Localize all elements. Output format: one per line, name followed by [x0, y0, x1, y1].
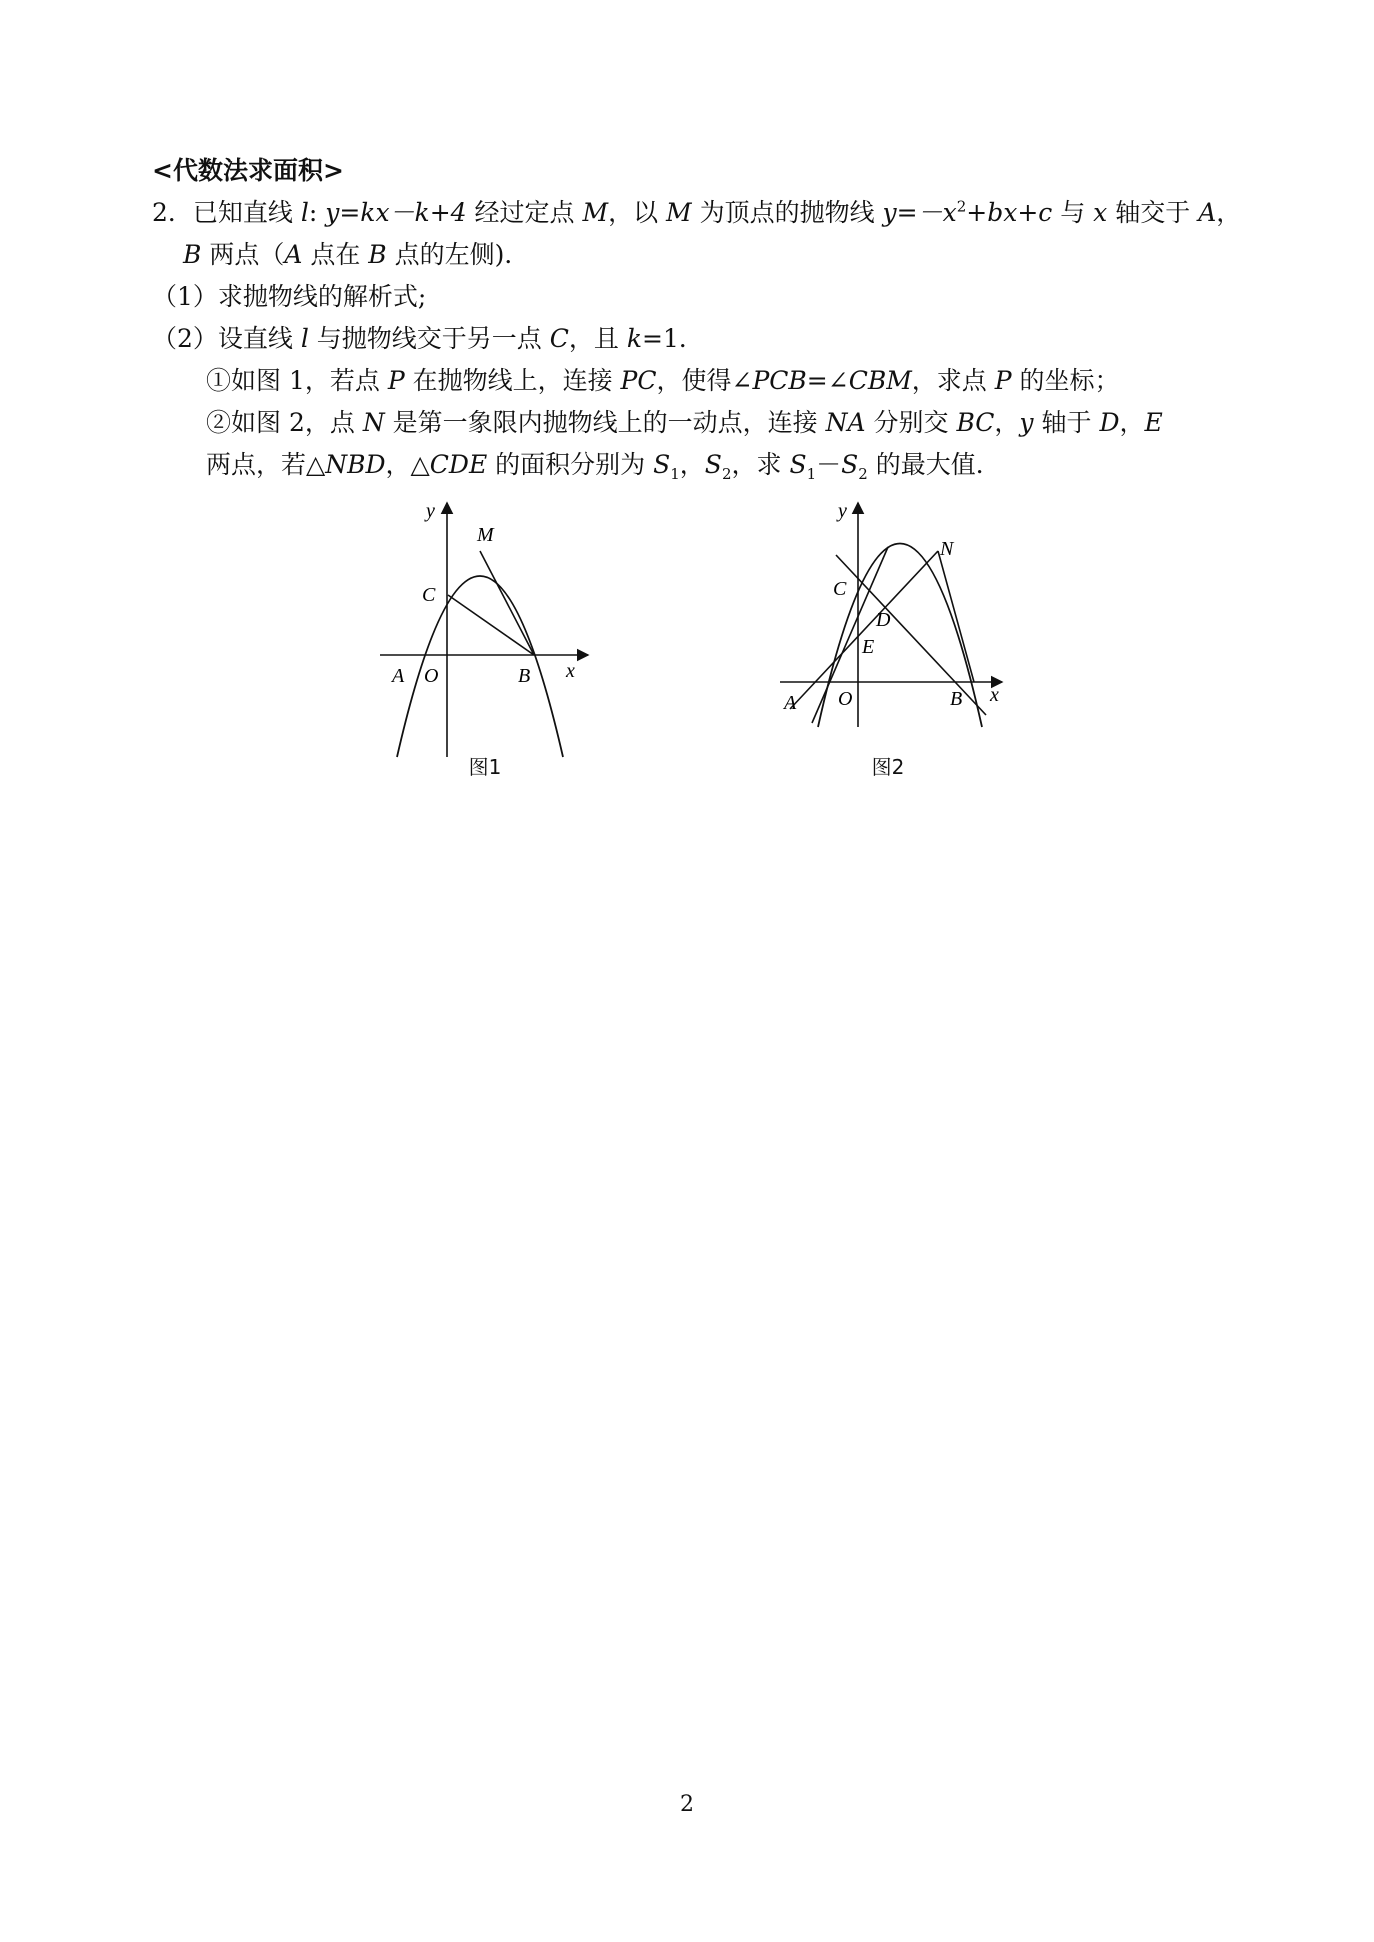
label-y: y	[426, 500, 435, 522]
subscript: 2	[721, 465, 732, 483]
label-B: B	[518, 665, 531, 687]
var-S: S	[841, 450, 859, 479]
segment-NB	[938, 551, 974, 682]
var-B: B	[368, 240, 387, 269]
text: 的坐标；	[1011, 366, 1120, 395]
var-BC: BC	[956, 408, 995, 437]
figure-1-graph	[370, 495, 600, 760]
label-A: A	[784, 692, 797, 714]
subscript: 1	[670, 465, 680, 483]
subscript: 2	[858, 465, 868, 483]
subscript: 1	[806, 465, 817, 483]
sub-question-2-line2	[206, 448, 1001, 482]
label-E: E	[862, 636, 875, 658]
problem-intro-line2	[183, 238, 529, 272]
sub-question-1	[206, 364, 1120, 398]
text: 点的左侧)．	[386, 240, 530, 269]
label-x: x	[566, 660, 575, 682]
text: （2）设直线	[152, 324, 301, 353]
text: 点在	[302, 240, 369, 269]
text: ②如图 2，点	[206, 408, 363, 437]
figure-2	[770, 495, 1010, 785]
text: 两点，若△	[206, 450, 326, 479]
text: 经过定点	[466, 198, 583, 227]
segment-MB	[480, 551, 534, 655]
text: ，	[679, 450, 705, 479]
label-N: N	[940, 538, 954, 560]
equation-parabola: y=－x	[882, 198, 957, 227]
label-C: C	[422, 584, 436, 606]
var-N: N	[362, 408, 385, 437]
text: 分别交	[865, 408, 957, 437]
figure-2-caption: 图2	[871, 755, 905, 779]
text: 与抛物线交于另一点	[308, 324, 550, 353]
text: 与	[1052, 198, 1094, 227]
text: =∠	[806, 366, 849, 395]
var-l: l	[300, 324, 309, 353]
label-A: A	[392, 665, 405, 687]
text: ，且	[568, 324, 627, 353]
text: ，以	[608, 198, 667, 227]
text: 是第一象限内抛物线上的一动点，连接	[384, 408, 826, 437]
var-S: S	[704, 450, 722, 479]
text: 在抛物线上，连接	[404, 366, 621, 395]
figure-1	[370, 495, 600, 785]
var-x: x	[1093, 198, 1108, 227]
text: 的最大值．	[867, 450, 1001, 479]
text: 已知直线	[192, 198, 301, 227]
var-S: S	[653, 450, 671, 479]
text: :	[308, 198, 326, 227]
var-D: D	[1099, 408, 1120, 437]
text: ，	[1119, 408, 1145, 437]
part-2	[152, 322, 704, 356]
text: ，使得∠	[656, 366, 753, 395]
var-y: y	[1019, 408, 1034, 437]
equation-line: y=kx－k+4	[325, 198, 467, 227]
label-B: B	[950, 688, 963, 710]
figure-2-graph	[770, 495, 1010, 730]
label-O: O	[838, 688, 853, 710]
line-NA	[790, 551, 938, 709]
text: 为顶点的抛物线	[691, 198, 883, 227]
figure-1-caption: 图1	[468, 755, 502, 779]
text: ，求点	[911, 366, 995, 395]
text: 轴交于	[1107, 198, 1199, 227]
var-A: A	[1198, 198, 1217, 227]
var-S: S	[789, 450, 807, 479]
angle-PCB: PCB	[752, 366, 807, 395]
var-M: M	[582, 198, 609, 227]
text: 轴于	[1033, 408, 1100, 437]
part-1: （1）求抛物线的解析式;	[152, 282, 427, 311]
var-PC: PC	[620, 366, 657, 395]
segment-CB	[448, 595, 534, 655]
text: =1．	[642, 324, 704, 353]
text: 两点（	[201, 240, 285, 269]
problem-number: 2．	[152, 198, 193, 227]
angle-CBM: CBM	[848, 366, 912, 395]
label-C: C	[833, 578, 847, 600]
var-B: B	[183, 240, 202, 269]
var-P: P	[994, 366, 1012, 395]
var-P: P	[387, 366, 405, 395]
var-NA: NA	[825, 408, 866, 437]
var-E: E	[1144, 408, 1163, 437]
var-C: C	[549, 324, 569, 353]
problem-intro-line1	[152, 196, 1241, 230]
var-A: A	[284, 240, 303, 269]
triangle-CDE: CDE	[429, 450, 488, 479]
text: －	[816, 450, 842, 479]
label-O: O	[424, 665, 439, 687]
section-title: <代数法求面积>	[152, 156, 344, 185]
sub-question-2-line1	[206, 406, 1163, 440]
text: 的面积分别为	[487, 450, 654, 479]
text: ①如图 1，若点	[206, 366, 388, 395]
page-number: 2	[680, 1792, 694, 1817]
triangle-NBD: NBD	[325, 450, 386, 479]
text: ，	[994, 408, 1020, 437]
text: ，△	[385, 450, 430, 479]
label-x: x	[990, 684, 999, 706]
label-y: y	[838, 500, 847, 522]
var-k: k	[626, 324, 643, 353]
label-M: M	[477, 524, 494, 546]
var-l: l	[300, 198, 309, 227]
text: ，求	[731, 450, 790, 479]
equation-parabola-rest: +bx+c	[966, 198, 1053, 227]
exponent: 2	[956, 197, 967, 216]
text: ，	[1216, 198, 1242, 227]
label-D: D	[876, 609, 891, 631]
var-M: M	[666, 198, 692, 227]
